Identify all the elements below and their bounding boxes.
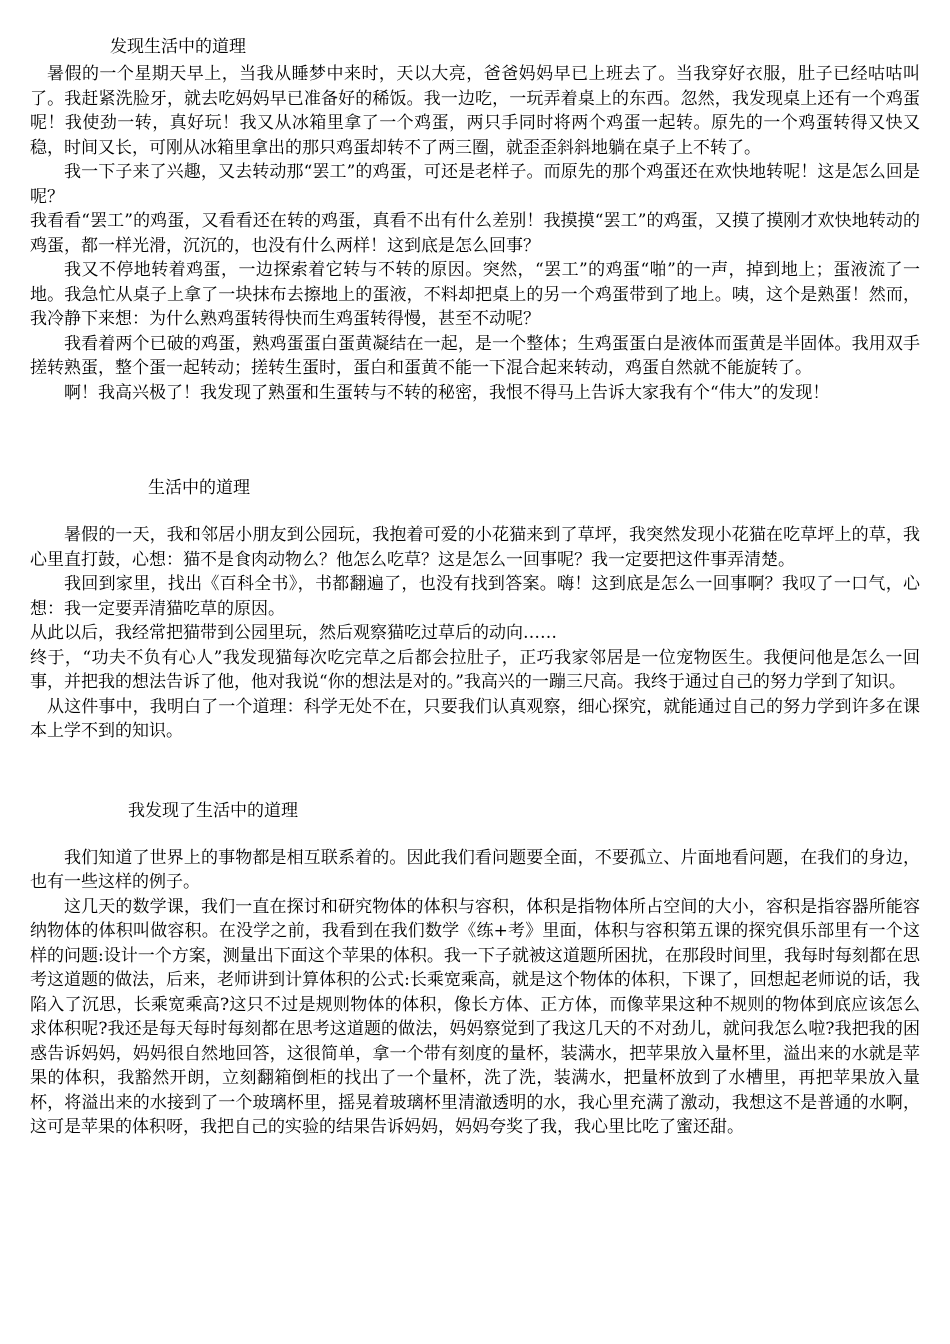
essay-title: 我发现了生活中的道理 — [128, 800, 298, 821]
essay-paragraph: 终于，“功夫不负有心人”我发现猫每次吃完草之后都会拉肚子，正巧我家邻居是一位宠物医生。我便问他是怎么一回事，并把我的想法告诉了他，他对我说“你的想法是对的。”我高兴的一蹦三尺高。我终于通过自己的努力学到了知识。 — [30, 647, 920, 692]
essay-paragraph: 我回到家里，找出《百科全书》，书都翻遍了，也没有找到答案。嗨！这到底是怎么一回事啊？我叹了一口气，心想：我一定要弄清猫吃草的原因。 — [30, 574, 920, 619]
essay-paragraph: 我又不停地转着鸡蛋，一边探索着它转与不转的原因。突然，“罢工”的鸡蛋“啪”的一声，掉到地上；蛋液流了一地。我急忙从桌子上拿了一块抹布去擦地上的蛋液，不料却把桌上的另一个鸡蛋带到了地上。咦，这个是熟蛋！然而，我冷静下来想：为什么熟鸡蛋转得快而生鸡蛋转得慢，甚至不动呢？ — [30, 260, 920, 329]
essay-paragraph: 我一下子来了兴趣，又去转动那“罢工”的鸡蛋，可还是老样子。而原先的那个鸡蛋还在欢快地转呢！这是怎么回是呢？ — [30, 162, 920, 207]
essay-paragraph: 这几天的数学课，我们一直在探讨和研究物体的体积与容积，体积是指物体所占空间的大小，容积是指容器所能容纳物体的体积叫做容积。在没学之前，我看到在我们数学《练+考》里面，体积与容积第五课的探究俱乐部里有一个这样的问题:设计一个方案，测量出下面这个苹果的体积。我一下子就被这道题所困扰，在那段时间里，我每时每刻都在思考这道题的做法，后来，老师讲到计算体积的公式:长乘宽乘高，就是这个物体的体积，下课了，回想起老师说的话，我陷入了沉思，长乘宽乘高?这只不过是规则物体的体积，像长方体、正方体，而像苹果这种不规则的物体到底应该怎么求体积呢?我还是每天每时每刻都在思考这道题的做法，妈妈察觉到了我这几天的不对劲儿，就问我怎么啦?我把我的困惑告诉妈妈，妈妈很自然地回答，这很简单，拿一个带有刻度的量杯，装满水，把苹果放入量杯里，溢出来的水就是苹果的体积，我豁然开朗，立刻翻箱倒柜的找出了一个量杯，洗了洗，装满水，把量杯放到了水槽里，再把苹果放入量杯，将溢出来的水接到了一个玻璃杯里，摇晃着玻璃杯里清澈透明的水，我心里充满了激动，我想这不是普通的水啊，这可是苹果的体积呀，我把自己的实验的结果告诉妈妈，妈妈夸奖了我，我心里比吃了蜜还甜。 — [30, 896, 920, 1137]
essay-title: 发现生活中的道理 — [110, 37, 246, 57]
essay-paragraph: 我看看“罢工”的鸡蛋，又看看还在转的鸡蛋，真看不出有什么差别！我摸摸“罢工”的鸡蛋，又摸了摸刚才欢快地转动的鸡蛋，都一样光滑，沉沉的，也没有什么两样！这到底是怎么回事？ — [30, 211, 920, 256]
essay-title: 生活中的道理 — [148, 478, 250, 498]
essay-paragraph: 我看着两个已破的鸡蛋，熟鸡蛋蛋白蛋黄凝结在一起，是一个整体；生鸡蛋蛋白是液体而蛋黄是半固体。我用双手搓转熟蛋，整个蛋一起转动；搓转生蛋时，蛋白和蛋黄不能一下混合起来转动，鸡蛋自然就不能旋转了。 — [30, 333, 920, 378]
essay-paragraph: 暑假的一个星期天早上，当我从睡梦中来时，天以大亮，爸爸妈妈早已上班去了。当我穿好衣服，肚子已经咕咕叫了。我赶紧洗脸牙，就去吃妈妈早已准备好的稀饭。我一边吃，一玩弄着桌上的东西。忽然，我发现桌上还有一个鸡蛋呢！我使劲一转，真好玩！我又从冰箱里拿了一个鸡蛋，两只手同时将两个鸡蛋一起转。原先的一个鸡蛋转得又快又稳，时间又长，可刚从冰箱里拿出的那只鸡蛋却转不了两三圈，就歪歪斜斜地躺在桌子上不转了。 — [30, 64, 920, 158]
essay-discover-life-principle — [30, 34, 920, 405]
essay-paragraph: 从这件事中，我明白了一个道理：科学无处不在，只要我们认真观察，细心探究，就能通过自己的努力学到许多在课本上学不到的知识。 — [30, 696, 920, 741]
essay-paragraph: 我们知道了世界上的事物都是相互联系着的。因此我们看问题要全面，不要孤立、片面地看问题，在我们的身边，也有一些这样的例子。 — [30, 847, 920, 892]
essay-paragraph: 从此以后，我经常把猫带到公园里玩，然后观察猫吃过草后的动向…… — [30, 623, 557, 643]
essay-paragraph: 暑假的一天，我和邻居小朋友到公园玩，我抱着可爱的小花猫来到了草坪，我突然发现小花猫在吃草坪上的草，我心里直打鼓，心想：猫不是食肉动物么？他怎么吃草？这是怎么一回事呢？我一定要把这件事弄清楚。 — [30, 525, 920, 570]
essay-life-principle — [30, 475, 920, 744]
essay-i-discovered-life-principle — [30, 798, 920, 1140]
essay-paragraph: 啊！我高兴极了！我发现了熟蛋和生蛋转与不转的秘密，我恨不得马上告诉大家我有个“伟大”的发现！ — [64, 382, 830, 403]
